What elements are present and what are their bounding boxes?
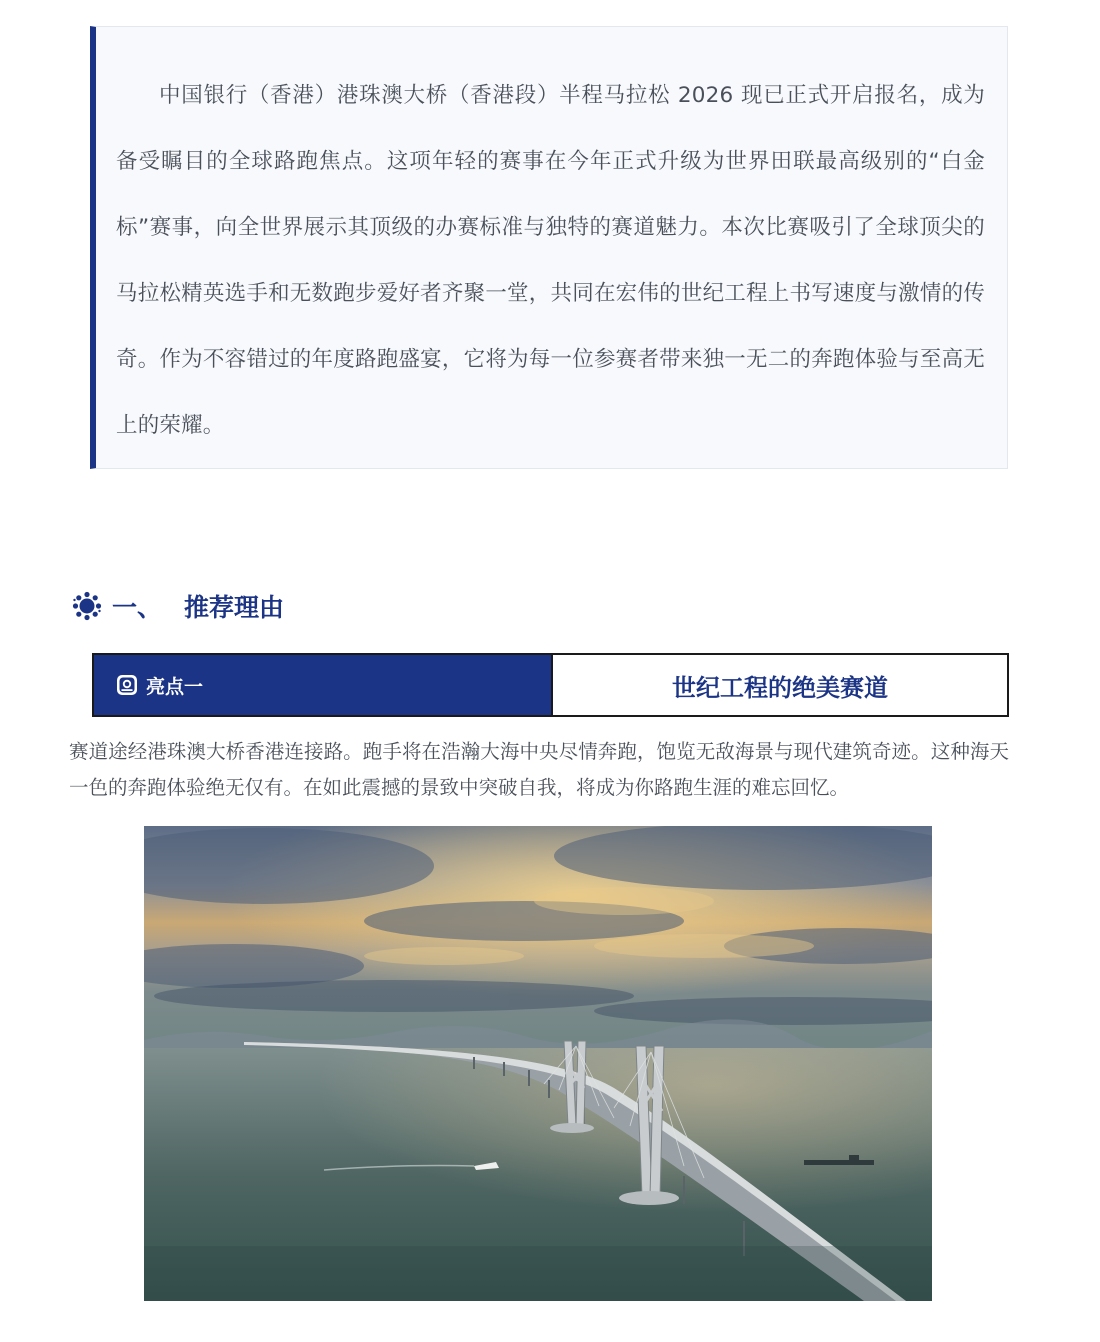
intro-quote-box [90,26,1008,469]
burst-icon [72,591,102,621]
highlight-label: 亮点一 [146,675,204,698]
highlight-title: 世纪工程的绝美赛道 [553,655,1007,715]
bridge-photo-illustration [144,826,932,1301]
section-heading [72,586,284,626]
bridge-photo [144,826,932,1301]
section-number: 一、 [112,593,163,622]
highlight-bar [92,653,1009,717]
intro-paragraph: 中国银行（香港）港珠澳大桥（香港段）半程马拉松 2026 现已正式开启报名，成为备受瞩目的全球路跑焦点。这项年轻的赛事在今年正式升级为世界田联最高级别的“白金标”赛事，向全世界展示其顶级的办赛标准与独特的赛道魅力。本次比赛吸引了全球顶尖的马拉松精英选手和无数跑步爱好者齐聚一堂，共同在宏伟的世纪工程上书写速度与激情的传奇。作为不容错过的年度路跑盛宴，它将为每一位参赛者带来独一无二的奔跑体验与至高无上的荣耀。 [116,83,985,438]
highlight-label-cell [94,655,551,715]
body-paragraph: 赛道途经港珠澳大桥香港连接路。跑手将在浩瀚大海中央尽情奔跑，饱览无敌海景与现代建筑奇迹。这种海天一色的奔跑体验绝无仅有。在如此震撼的景致中突破自我，将成为你路跑生涯的难忘回忆。 [69,740,1009,799]
section-title: 推荐理由 [184,593,285,622]
camera-badge-icon [116,674,138,696]
